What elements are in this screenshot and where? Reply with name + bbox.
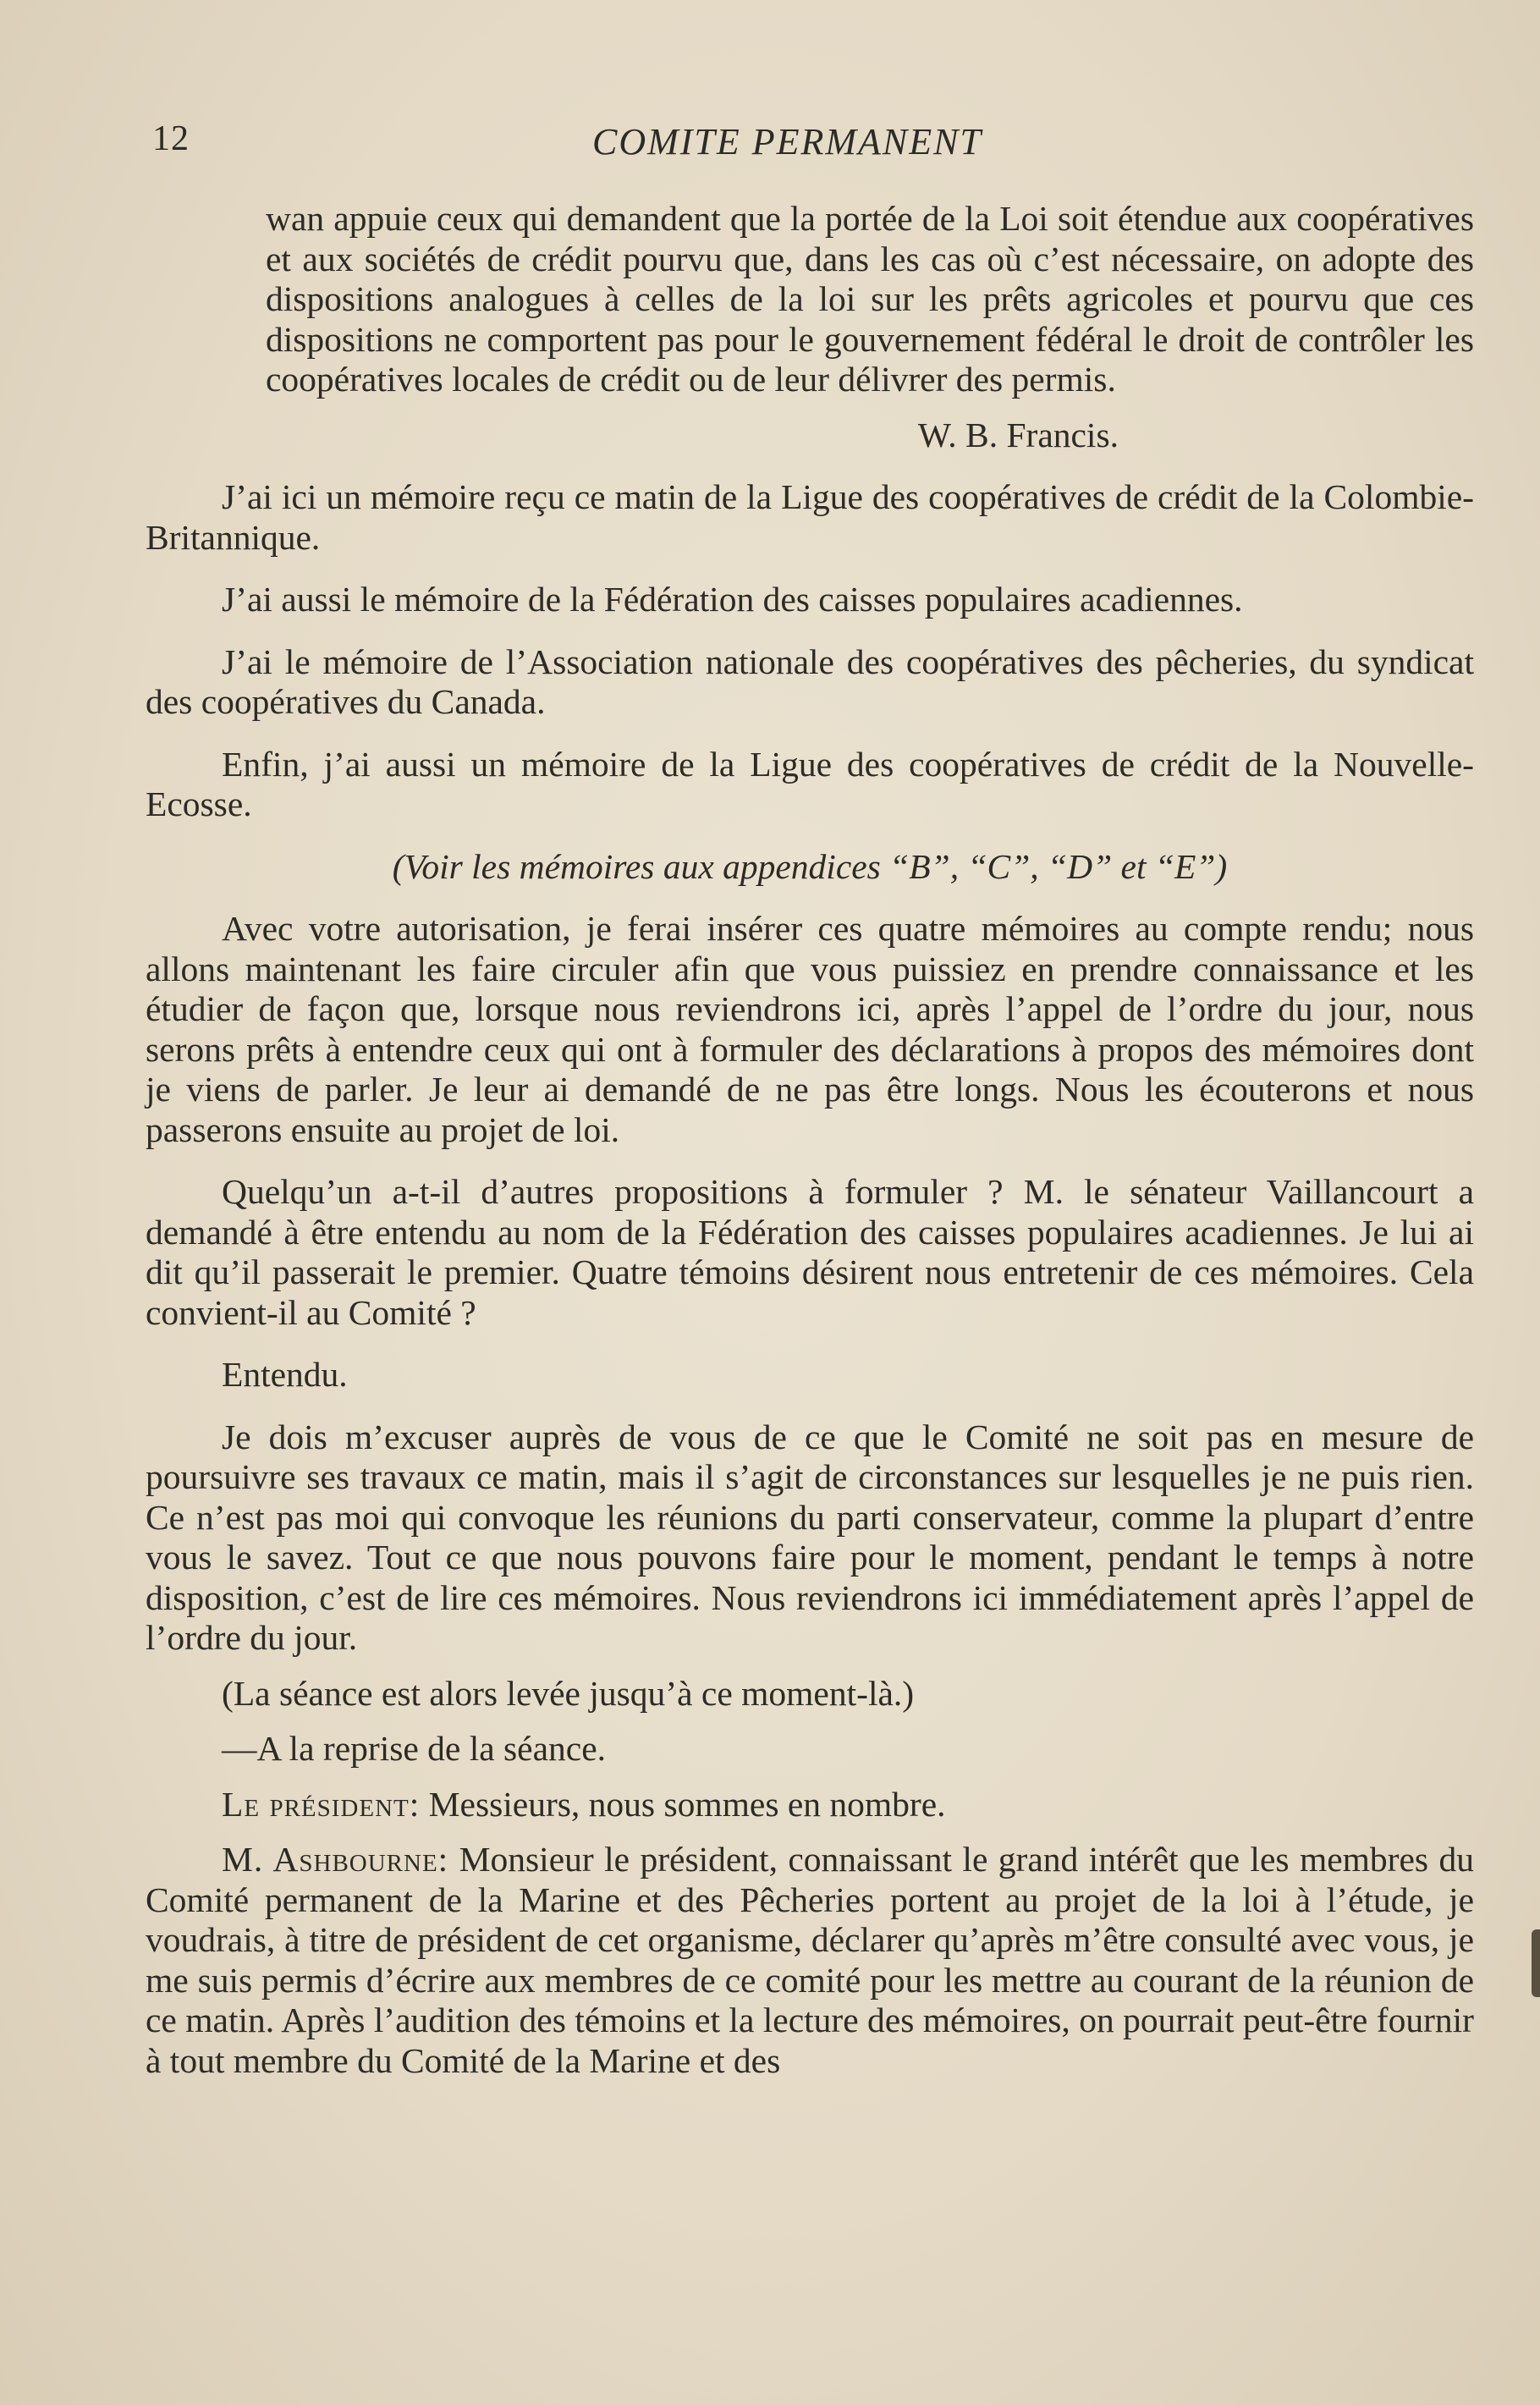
paragraph-entendu: Entendu.	[222, 1355, 348, 1394]
speaker-name: Le président:	[222, 1784, 421, 1824]
page-number: 12	[152, 119, 190, 158]
running-title: COMITE PERMANENT	[592, 121, 982, 162]
paragraph-memoire-nouvelle-ecosse: Enfin, j’ai aussi un mémoire de la Ligue des coopératives de crédit de la Nouvelle-Ecosse.	[146, 744, 1474, 823]
continuation-paragraph: wan appuie ceux qui demandent que la portée de la Loi soit étendue aux coopératives et aux sociétés de crédit pourvu que, dans les cas où c’est nécessaire, on adopte des dispositions analogues à celles de la loi sur les prêts agricoles et pourvu que ces dispositions ne comportent pas pour le gouvernement fédéral le droit de contrôler les coopératives locales de crédit ou de leur délivrer des permis.	[266, 199, 1474, 399]
page-edge-mark	[1532, 1929, 1540, 1997]
paragraph-seance-levee: (La séance est alors levée jusqu’à ce moment-là.)	[222, 1673, 915, 1713]
paragraph-president	[146, 1785, 1474, 1825]
speech-text: Messieurs, nous sommes en nombre.	[420, 1784, 946, 1824]
appendix-note: (Voir les mémoires aux appendices “B”, “C”, “D” et “E”)	[392, 846, 1228, 886]
paragraph-autorisation: Avec votre autorisation, je ferai insérer ces quatre mémoires au compte rendu; nous allons maintenant les faire circuler afin que vous puissiez en prendre connaissance et les étudier de façon que, lorsque nous reviendrons ici, après l’appel de l’ordre du jour, nous serons prêts à entendre ceux qui ont à formuler des déclarations à propos des mémoires dont je viens de parler. Je leur ai demandé de ne pas être longs. Nous les écouterons et nous passerons ensuite au projet de loi.	[146, 909, 1474, 1149]
signature: W. B. Francis.	[917, 415, 1119, 454]
page-body	[146, 199, 1474, 2081]
paragraph-excuses: Je dois m’excuser auprès de vous de ce que le Comité ne soit pas en mesure de poursuivre ses travaux ce matin, mais il s’agit de circonstances sur lesquelles je ne puis rien. Ce n’est pas moi qui convoque les réunions du parti conservateur, comme la plupart d’entre vous le savez. Tout ce que nous pouvons faire pour le moment, pendant le temps à notre disposition, c’est de lire ces mémoires. Nous reviendrons ici immédiatement après l’appel de l’ordre du jour.	[146, 1417, 1474, 1657]
speech-text: Monsieur le président, connaissant le grand intérêt que les membres du Comité permanent de la Marine et des Pêcheries portent au projet de la loi à l’étude, je voudrais, à titre de président de cet organisme, déclarer qu’après m’être consulté avec vous, je me suis permis d’écrire aux membres de ce comité pour les mettre au courant de la réunion de ce matin. Après l’audition des témoins et la lecture des mémoires, on pourrait peut-être fournir à tout membre du Comité de la Marine et des	[146, 1840, 1474, 2080]
paragraph-ashbourne	[146, 1840, 1474, 2081]
paragraph-memoire-colombie: J’ai ici un mémoire reçu ce matin de la Ligue des coopératives de crédit de la Colombie-Britannique.	[146, 477, 1474, 557]
paragraph-memoire-pecheries: J’ai le mémoire de l’Association nationale des coopératives des pêcheries, du syndicat des coopératives du Canada.	[146, 641, 1474, 721]
paragraph-memoire-acadiennes: J’ai aussi le mémoire de la Fédération des caisses populaires acadiennes.	[222, 580, 1243, 619]
paragraph-reprise: —A la reprise de la séance.	[222, 1729, 606, 1768]
paragraph-propositions: Quelqu’un a-t-il d’autres propositions à formuler ? M. le sénateur Vaillancourt a demandé à être entendu au nom de la Fédération des caisses populaires acadiennes. Je lui ai dit qu’il passerait le premier. Quatre témoins désirent nous entretenir de ces mémoires. Cela convient-il au Comité ?	[146, 1172, 1474, 1332]
speaker-name: M. Ashbourne:	[222, 1840, 449, 1879]
